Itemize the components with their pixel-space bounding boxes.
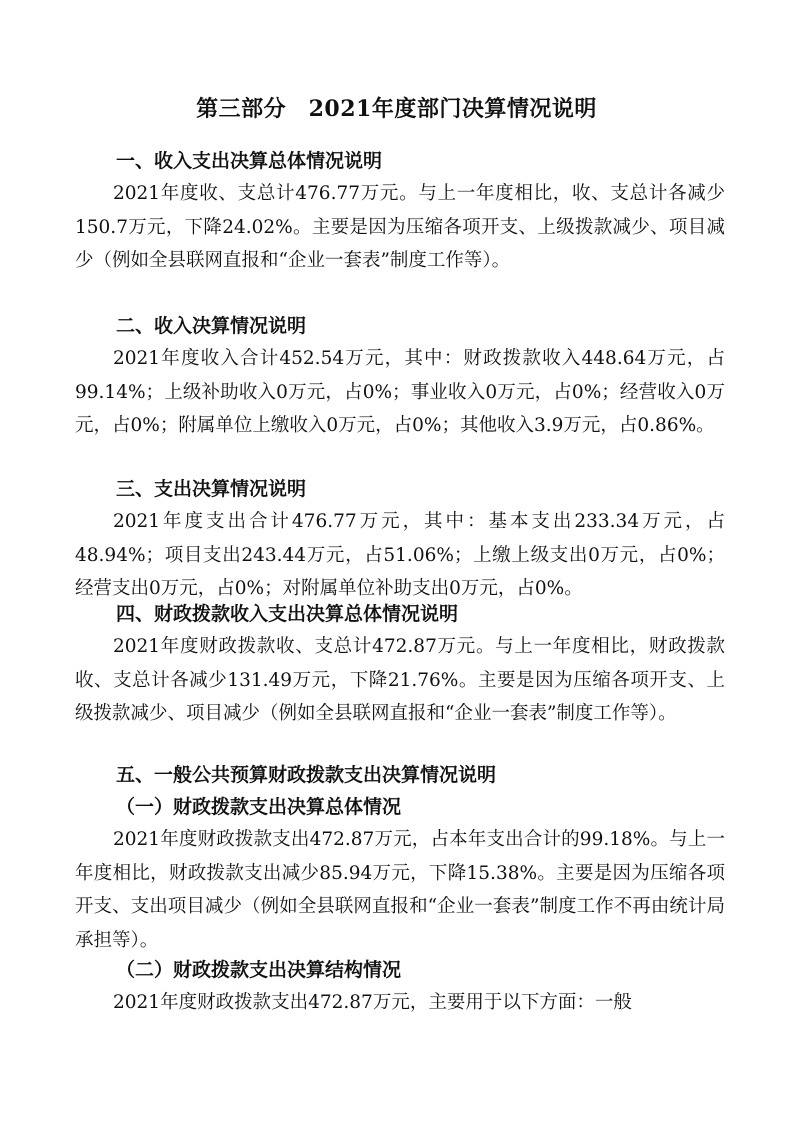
section-heading-5: 五、一般公共预算财政拨款支出决算情况说明 [116, 764, 497, 786]
section-text-2: 2021年度收入合计452.54万元，其中：财政拨款收入448.64万元，占99.14%；上级补助收入0万元，占0%；事业收入0万元，占0%；经营收入0万元，占0%；附属单位上缴收入0万元，占0%；其他收入3.9万元，占0.86%。 [75, 348, 725, 436]
subsection-text-2: 2021年度财政拨款支出472.87万元，主要用于以下方面：一般 [113, 992, 632, 1013]
section-heading-2: 二、收入决算情况说明 [116, 315, 307, 337]
page-title: 第三部分 2021年度部门决算情况说明 [196, 96, 597, 122]
section-heading-4: 四、财政拨款收入支出决算总体情况说明 [116, 603, 459, 625]
section-heading-3: 三、支出决算情况说明 [116, 478, 307, 500]
section-text-1: 2021年度收、支总计476.77万元。与上一年度相比，收、支总计各减少150.7万元，下降24.02%。主要是因为压缩各项开支、上级拨款减少、项目减少（例如全县联网直报和“企业一套表”制度工作等）。 [75, 183, 725, 271]
section-text-3: 2021年度支出合计476.77万元，其中：基本支出233.34万元，占48.94%；项目支出243.44万元，占51.06%；上缴上级支出0万元，占0%；经营支出0万元，占0%；对附属单位补助支出0万元，占0%。 [75, 511, 725, 599]
subsection-heading-1: （一）财政拨款支出决算总体情况 [116, 796, 402, 818]
subsection-heading-2: （二）财政拨款支出决算结构情况 [116, 959, 402, 981]
section-heading-1: 一、收入支出决算总体情况说明 [116, 150, 383, 172]
section-text-4: 2021年度财政拨款收、支总计472.87万元。与上一年度相比，财政拨款收、支总计各减少131.49万元，下降21.76%。主要是因为压缩各项开支、上级拨款减少、项目减少（例如全县联网直报和“企业一套表”制度工作等）。 [75, 636, 725, 724]
subsection-text-1: 2021年度财政拨款支出472.87万元，占本年支出合计的99.18%。与上一年度相比，财政拨款支出减少85.94万元，下降15.38%。主要是因为压缩各项开支、支出项目减少（例如全县联网直报和“企业一套表”制度工作不再由统计局承担等）。 [75, 829, 725, 951]
